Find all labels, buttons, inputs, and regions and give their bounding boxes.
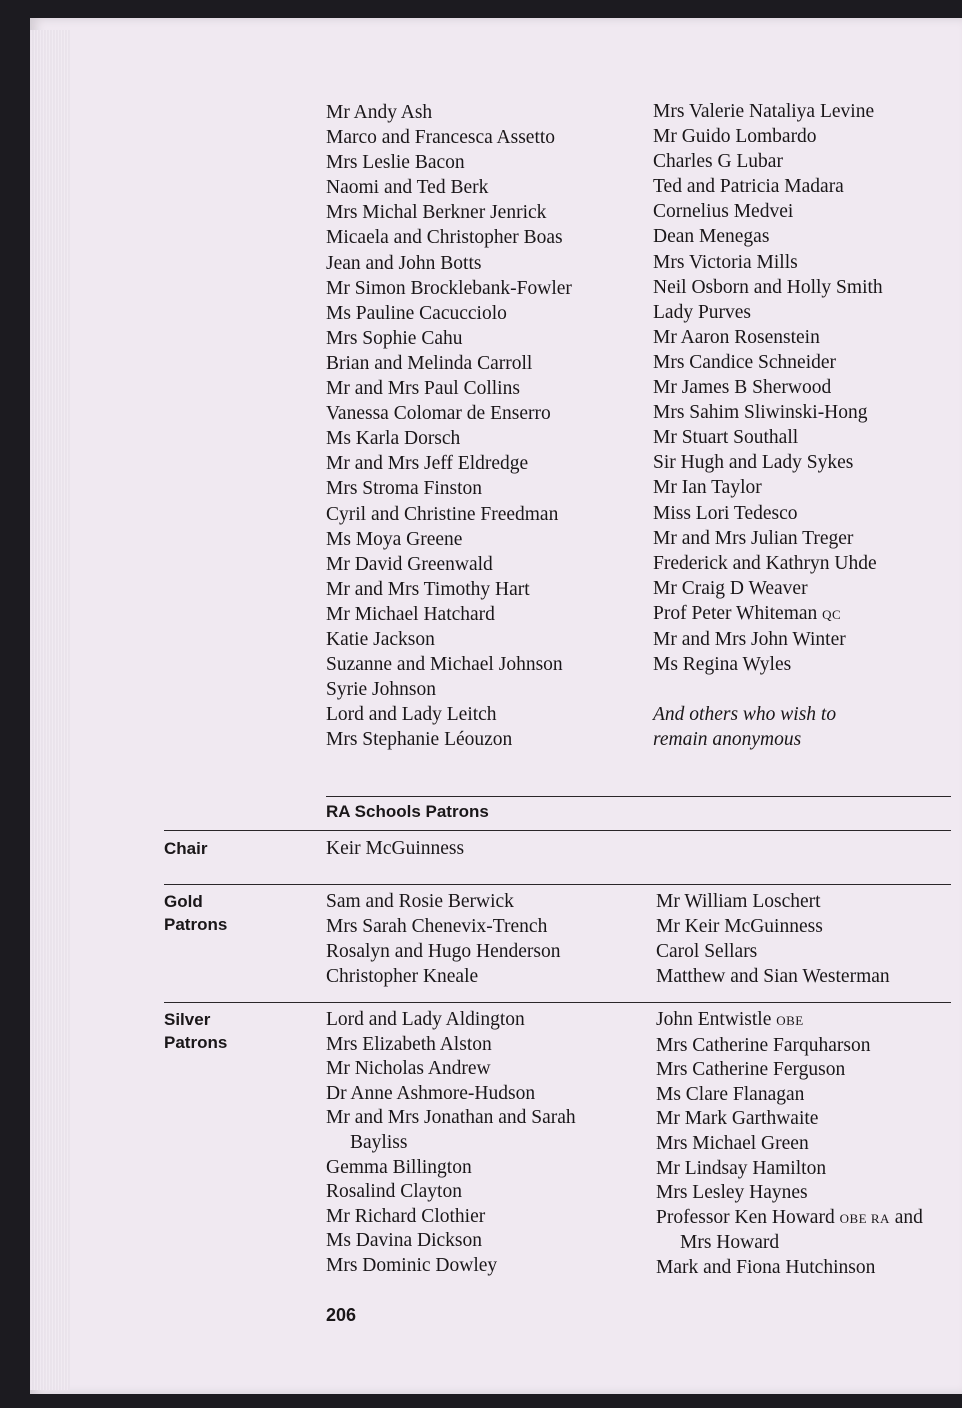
list-item: Mr Stuart Southall <box>653 427 799 449</box>
donor-list-right <box>653 99 883 752</box>
list-item: Ms Clare Flanagan <box>656 1083 805 1105</box>
list-item: Mark and Fiona Hutchinson <box>656 1256 876 1278</box>
list-item: Mr Mark Garthwaite <box>656 1108 819 1130</box>
list-item-continuation: Mrs Howard <box>680 1232 780 1254</box>
list-item: Micaela and Christopher Boas <box>326 227 563 249</box>
list-item: Sam and Rosie Berwick <box>326 891 514 912</box>
chair-name: Keir McGuinness <box>326 838 465 859</box>
list-item: Mr and Mrs Jonathan and Sarah <box>326 1107 576 1129</box>
list-item: Mr and Mrs John Winter <box>653 628 846 650</box>
list-item: Rosalyn and Hugo Henderson <box>326 941 561 963</box>
list-item: Mrs Sophie Cahu <box>326 327 463 349</box>
list-item: Mr and Mrs Julian Treger <box>653 527 854 549</box>
list-item: Brian and Melinda Carroll <box>326 352 533 374</box>
list-item: Mrs Stephanie Léouzon <box>326 729 513 751</box>
list-item: Mr Lindsay Hamilton <box>656 1157 827 1179</box>
list-item: Rosalind Clayton <box>326 1181 462 1203</box>
list-item: Mrs Catherine Farquharson <box>656 1034 871 1056</box>
list-item: Mrs Sarah Chenevix-Trench <box>326 916 548 938</box>
list-item: Mr Richard Clothier <box>326 1205 486 1227</box>
list-item: Mr Ian Taylor <box>653 477 762 499</box>
howard-name: Professor Ken Howard <box>656 1206 835 1228</box>
list-item: Mr Michael Hatchard <box>326 603 495 625</box>
gold-patrons-left <box>326 889 561 989</box>
list-item: Mrs Michal Berkner Jenrick <box>326 202 547 224</box>
list-item: Mrs Catherine Ferguson <box>656 1059 846 1081</box>
list-item: Mrs Sahim Sliwinski-Hong <box>653 402 868 424</box>
silver-patrons-label: Silver Patrons <box>164 1010 228 1052</box>
list-item: Ms Karla Dorsch <box>326 428 461 450</box>
list-item: Sir Hugh and Lady Sykes <box>653 452 854 474</box>
chair-name-list <box>326 836 464 861</box>
list-item: Mrs Leslie Bacon <box>326 152 465 174</box>
donor-list-left <box>326 100 572 752</box>
list-item: Mrs Dominic Dowley <box>326 1254 498 1276</box>
list-item: Miss Lori Tedesco <box>653 502 798 524</box>
honour-suffix: QC <box>822 606 842 622</box>
list-item: Suzanne and Michael Johnson <box>326 654 563 676</box>
list-item: Katie Jackson <box>326 628 435 650</box>
list-item-continuation: Bayliss <box>350 1131 408 1153</box>
list-item: Ted and Patricia Madara <box>653 176 844 198</box>
section-top-rule <box>326 796 951 797</box>
list-item: Ms Pauline Cacucciolo <box>326 302 507 324</box>
chair-rule <box>164 830 951 831</box>
section-title: RA Schools Patrons <box>326 802 489 821</box>
list-item: Naomi and Ted Berk <box>326 177 489 199</box>
list-item: Lord and Lady Leitch <box>326 704 497 726</box>
list-item: Mr Aaron Rosenstein <box>653 326 820 348</box>
list-item: Mr David Greenwald <box>326 553 493 575</box>
list-item: Cyril and Christine Freedman <box>326 503 559 525</box>
list-item: Mr William Loschert <box>656 891 821 912</box>
list-item: Jean and John Botts <box>326 252 482 274</box>
page-edge-stack <box>30 30 70 1390</box>
silver-patrons-right <box>656 1008 923 1281</box>
list-item <box>653 601 883 627</box>
list-item: Ms Moya Greene <box>326 528 463 550</box>
list-item: Mrs Lesley Haynes <box>656 1182 808 1204</box>
conjunction: and <box>894 1206 923 1228</box>
honour-suffix: OBE RA <box>839 1210 890 1226</box>
list-item <box>656 1206 923 1232</box>
list-item: Mr Guido Lombardo <box>653 126 817 148</box>
list-item: Ms Regina Wyles <box>653 654 792 676</box>
honour-suffix: OBE <box>776 1013 804 1028</box>
silver-rule <box>164 1002 951 1003</box>
list-item: Mr Simon Brocklebank-Fowler <box>326 277 572 299</box>
list-item <box>656 1008 923 1034</box>
list-item: Dr Anne Ashmore-Hudson <box>326 1082 536 1104</box>
list-item: Lord and Lady Aldington <box>326 1009 525 1030</box>
list-item: Marco and Francesca Assetto <box>326 127 556 149</box>
list-item: Frederick and Kathryn Uhde <box>653 552 877 574</box>
list-item: Ms Davina Dickson <box>326 1230 482 1252</box>
list-item: Mr and Mrs Paul Collins <box>326 378 520 400</box>
list-item: Lady Purves <box>653 301 752 323</box>
list-item <box>653 677 883 702</box>
list-item: Carol Sellars <box>656 941 758 963</box>
list-item: Mr Andy Ash <box>326 102 433 123</box>
list-item: Christopher Kneale <box>326 966 479 988</box>
list-item: Syrie Johnson <box>326 679 436 701</box>
list-item: Mr Nicholas Andrew <box>326 1058 491 1080</box>
list-item: Mrs Michael Green <box>656 1132 809 1154</box>
list-item: Neil Osborn and Holly Smith <box>653 276 883 298</box>
gold-patrons-label: Gold Patrons <box>164 892 228 934</box>
list-item: Mrs Victoria Mills <box>653 251 798 273</box>
entwistle-name: John Entwistle <box>656 1009 772 1030</box>
silver-patrons-left <box>326 1008 576 1279</box>
list-item: Mr James B Sherwood <box>653 377 832 399</box>
gold-rule <box>164 884 951 885</box>
list-item: Dean Menegas <box>653 226 770 248</box>
list-item: Mr Keir McGuinness <box>656 916 823 938</box>
list-item: Mrs Candice Schneider <box>653 351 837 373</box>
anonymous-note-line2: remain anonymous <box>653 729 802 751</box>
list-item: Matthew and Sian Westerman <box>656 966 890 988</box>
list-item: Mrs Valerie Nataliya Levine <box>653 101 875 122</box>
list-item: Mr and Mrs Jeff Eldredge <box>326 453 529 475</box>
page-number: 206 <box>326 1305 357 1325</box>
anonymous-note-line1: And others who wish to <box>653 704 837 726</box>
gold-patrons-right <box>656 889 890 989</box>
list-item: Mrs Stroma Finston <box>326 478 483 500</box>
chair-label: Chair <box>164 839 208 858</box>
list-item: Charles G Lubar <box>653 151 783 173</box>
list-item: Mrs Elizabeth Alston <box>326 1033 492 1055</box>
list-item: Vanessa Colomar de Enserro <box>326 403 551 425</box>
whiteman-name: Prof Peter Whiteman <box>653 602 818 624</box>
list-item: Gemma Billington <box>326 1156 472 1178</box>
list-item: Cornelius Medvei <box>653 201 794 223</box>
list-item: Mr and Mrs Timothy Hart <box>326 578 530 600</box>
list-item: Mr Craig D Weaver <box>653 577 808 599</box>
